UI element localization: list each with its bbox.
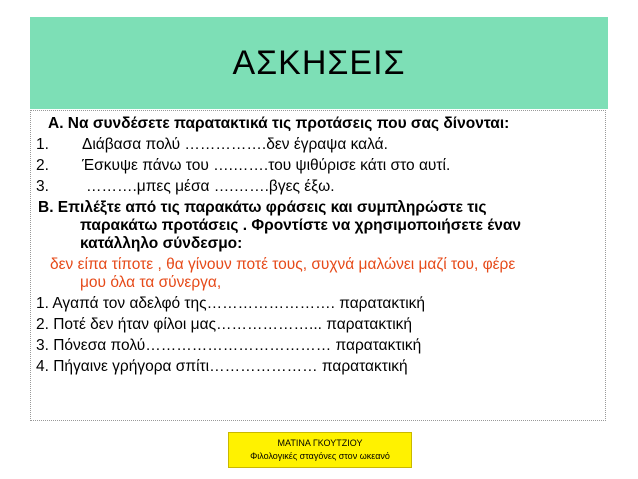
section-b-heading-line-1: Β. Επιλέξτε από τις παρακάτω φράσεις και συμπληρώστε τις [38, 199, 487, 216]
item-number: 1. [36, 136, 49, 153]
author-footer [228, 432, 412, 468]
section-a-item-1 [36, 136, 388, 154]
phrases-line-1: δεν είπα τίποτε , θα γίνουν ποτέ τους, συχνά μαλώνει μαζί του, φέρε [50, 256, 516, 273]
section-b-item-2: 2. Ποτέ δεν ήταν φίλοι μας………………... παρατακτική [36, 316, 413, 333]
section-b-heading-line-3: κατάλληλο σύνδεσμο: [80, 235, 243, 252]
item-text: ……….μπες μέσα ….…….βγες έξω. [86, 178, 335, 195]
section-a-item-2 [36, 157, 451, 175]
phrases-line-2: μου όλα τα σύνεργα, [80, 274, 222, 291]
footer-author: ΜΑΤΙΝΑ ΓΚΟΥΤΖΙΟΥ [277, 438, 363, 448]
title-banner [30, 17, 608, 109]
item-text: Έσκυψε πάνω του ….…….του ψιθύρισε κάτι στο αυτί. [82, 157, 451, 174]
item-number: 3. [36, 178, 49, 195]
section-b-item-4: 4. Πήγαινε γρήγορα σπίτι………………… παρατακτική [36, 358, 408, 375]
footer-subtitle: Φιλολογικές σταγόνες στον ωκεανό [250, 451, 390, 461]
section-a-item-3 [36, 178, 335, 196]
section-b-item-1: 1. Αγαπά τον αδελφό της……………………. παρατακτική [36, 295, 426, 312]
item-text: Διάβασα πολύ …………….δεν έγραψα καλά. [82, 136, 388, 153]
section-b-heading-line-2: παρακάτω προτάσεις . Φροντίστε να χρησιμοποιήσετε έναν [80, 217, 522, 234]
page-title: ΑΣΚΗΣΕΙΣ [232, 43, 406, 82]
section-b-item-3: 3. Πόνεσα πολύ……………………………… παρατακτική [36, 337, 422, 354]
section-a-heading: Α. Να συνδέσετε παρατακτικά τις προτάσεις που σας δίνονται: [48, 115, 510, 132]
item-number: 2. [36, 157, 49, 174]
